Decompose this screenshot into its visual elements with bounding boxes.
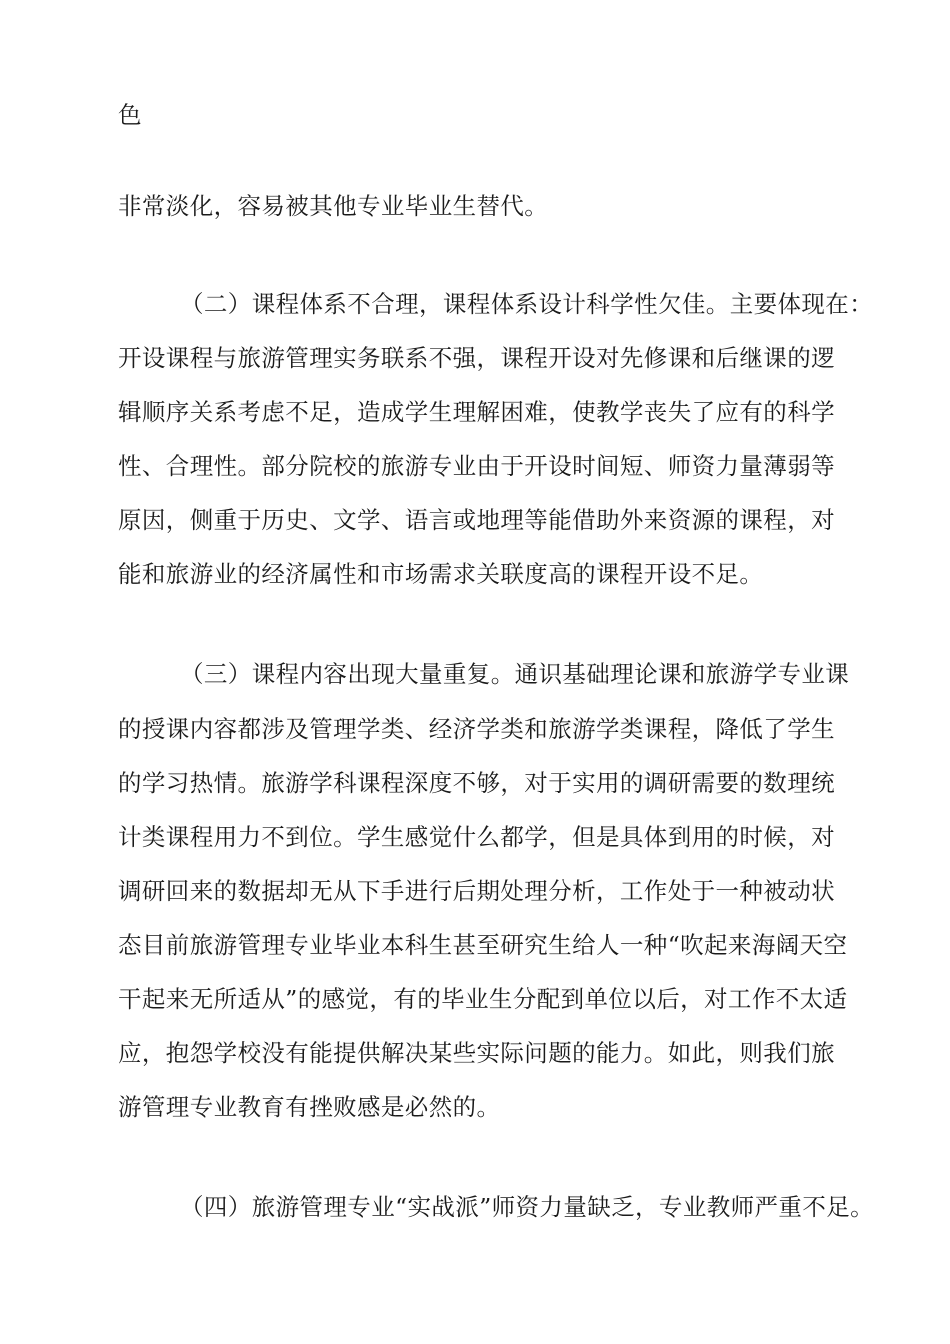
- paragraph-heading: （四）旅游管理专业“实战派”师资力量缺乏，专业教师严重不足。: [180, 1193, 875, 1221]
- text-line: 性、合理性。部分院校的旅游专业由于开设时间短、师资力量薄弱等: [118, 452, 835, 480]
- paragraph-heading: （三）课程内容出现大量重复。通识基础理论课和旅游学专业课: [180, 660, 850, 688]
- text-line: 的授课内容都涉及管理学类、经济学类和旅游学类课程，降低了学生: [118, 715, 835, 743]
- paragraph-heading: （二）课程体系不合理，课程体系设计科学性欠佳。主要体现在：: [180, 290, 874, 318]
- text-line: 的学习热情。旅游学科课程深度不够，对于实用的调研需要的数理统: [118, 769, 835, 797]
- text-line: 游管理专业教育有挫败感是必然的。: [118, 1093, 501, 1121]
- text-line: 原因，侧重于历史、文学、语言或地理等能借助外来资源的课程，对: [118, 506, 835, 534]
- text-line: 能和旅游业的经济属性和市场需求关联度高的课程开设不足。: [118, 560, 764, 588]
- text-line: 开设课程与旅游管理实务联系不强，课程开设对先修课和后继课的逻: [118, 344, 835, 372]
- text-line: 非常淡化，容易被其他专业毕业生替代。: [118, 192, 549, 220]
- text-line: 色: [118, 101, 142, 129]
- text-line: 调研回来的数据却无从下手进行后期处理分析，工作处于一种被动状: [118, 877, 835, 905]
- text-line: 态目前旅游管理专业毕业本科生甚至研究生给人一种“吹起来海阔天空: [118, 931, 848, 959]
- text-line: 应，抱怨学校没有能提供解决某些实际问题的能力。如此，则我们旅: [118, 1039, 835, 1067]
- text-line: 计类课程用力不到位。学生感觉什么都学，但是具体到用的时候，对: [118, 823, 835, 851]
- text-line: 干起来无所适从”的感觉，有的毕业生分配到单位以后，对工作不太适: [118, 985, 848, 1013]
- text-line: 辑顺序关系考虑不足，造成学生理解困难，使教学丧失了应有的科学: [118, 398, 835, 426]
